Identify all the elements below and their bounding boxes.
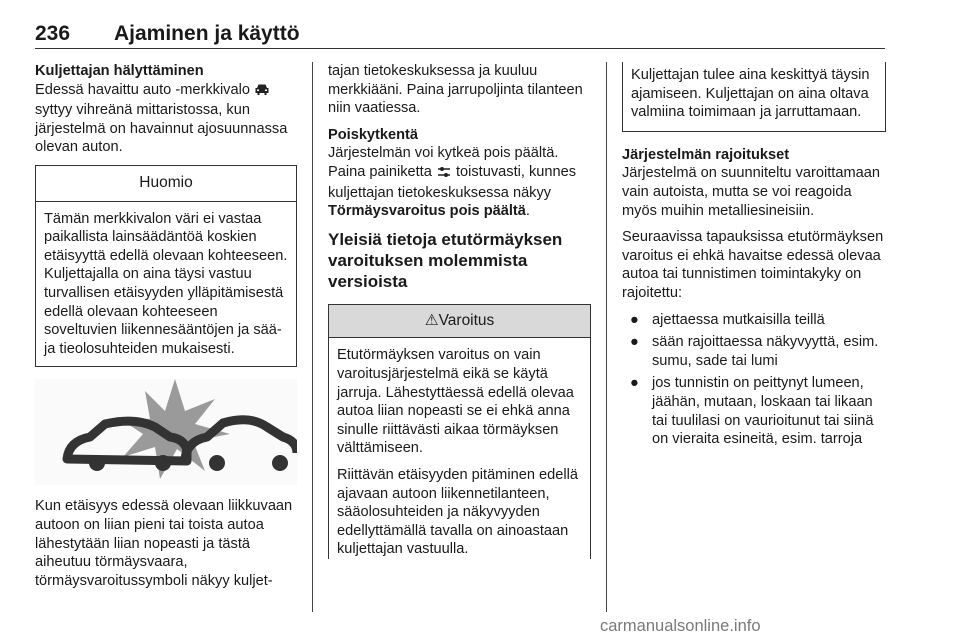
column-3 <box>622 62 886 453</box>
list-item: ● ajettaessa mutkaisilla teillä <box>630 311 825 328</box>
vehicle-settings-button-icon <box>436 165 452 184</box>
vehicle-ahead-icon <box>254 83 270 102</box>
collision-warning-illustration <box>35 379 297 485</box>
limits-list <box>622 311 886 449</box>
warning-box-continuation: Kuljettajan tulee aina keskittyä täysin ajamiseen. Kuljettajan on aina oltava valmiina toimimaan ja jarruttamaan. <box>622 62 886 132</box>
note-box <box>35 165 297 367</box>
limits-paragraph-1: Järjestelmä on suunniteltu varoittamaan vain autoista, mutta se voi reagoida myös muihin metalliesineisiin. <box>622 165 880 219</box>
section-heading-driver-alert: Kuljettajan hälyttäminen <box>35 63 204 79</box>
warning-body: Etutörmäyksen varoitus on vain varoitusjärjestelmä eikä se käytä jarruja. Lähestyttäessä edellä olevaa autoa liian nopeasti se ei ehkä anna sinulle riittävästi aikaa törmäyksen välttämiseen. Riittävän etäisyyden pitäminen edellä ajavaan autoon liikennetilanteen, sääolosuhteiden ja näkyvyyden edellyttämällä tavalla on ainoastaan kuljettajan vastuulla. <box>337 347 578 558</box>
list-item: ● jos tunnistin on peittynyt lumeen, jäähän, mutaan, loskaan tai likaan tai tuulilasi on vaurioitunut tai siinä on vieraita esineitä, esim. tarroja <box>630 375 874 448</box>
note-title: Huomio <box>36 166 296 202</box>
column-divider-2 <box>606 62 607 612</box>
limits-paragraph-2: Seuraavissa tapauksissa etutörmäyksen varoitus ei ehkä havaitse edessä olevaa autoa tai tunnistimen toimintakyky on rajoitettu: <box>622 229 884 301</box>
continuation-paragraph: tajan tietokeskuksessa ja kuuluu merkkiääni. Paina jarrupoljinta tilanteen niin vaatiessa. <box>328 63 583 117</box>
list-item: ● sään rajoittaessa näkyvyyttä, esim. sumu, sade tai lumi <box>630 334 879 369</box>
warning-title: ⚠Varoitus <box>329 305 590 339</box>
general-info-heading: Yleisiä tietoja etutörmäyksen varoituksen molemmista versioista <box>328 229 563 291</box>
bullet-icon: ● <box>630 334 639 351</box>
warning-paragraph: Kun etäisyys edessä olevaan liikkuvaan autoon on liian pieni tai toista autoa lähestytään liian nopeasti ja tästä aiheutuu törmäysvaara, törmäysvaroitussymboli näkyy kuljet- <box>35 498 293 589</box>
header-divider <box>35 48 885 49</box>
watermark: carmanualsonline.info <box>600 617 761 635</box>
page-title: Ajaminen ja käyttö <box>114 22 300 45</box>
column-divider-1 <box>312 62 313 612</box>
warning-triangle-icon: ⚠ <box>424 311 439 329</box>
intro-paragraph: Edessä havaittu auto -merkkivalo syttyy vihreänä mittaristossa, kun järjestelmä on havainnut ajosuunnassa olevan auton. <box>35 81 288 156</box>
bullet-icon: ● <box>630 311 639 328</box>
warning-box <box>328 304 591 559</box>
page-number: 236 <box>35 22 71 45</box>
bullet-icon: ● <box>630 375 639 392</box>
column-2 <box>328 62 591 565</box>
limits-heading: Järjestelmän rajoitukset <box>622 146 790 163</box>
disable-heading: Poiskytkentä <box>328 126 419 143</box>
note-body: Tämän merkkivalon väri ei vastaa paikallista lainsäädäntöä koskien etäisyyttä edellä olevaan kohteeseen. Kuljettajalla on aina täysi vastuu turvallisen etäisyyden ylläpitämisestä edellä olevaan kohteeseen soveltuvien liikennesääntöjen ja sää- ja tieolosuhteiden mukaisesti. <box>44 210 288 357</box>
disable-paragraph: Järjestelmän voi kytkeä pois päältä. Paina painiketta toistuvasti, kunnes kuljettajan tietokeskuksessa näkyy Törmäysvaroitus pois päältä. <box>328 145 577 220</box>
column-1 <box>35 62 297 598</box>
